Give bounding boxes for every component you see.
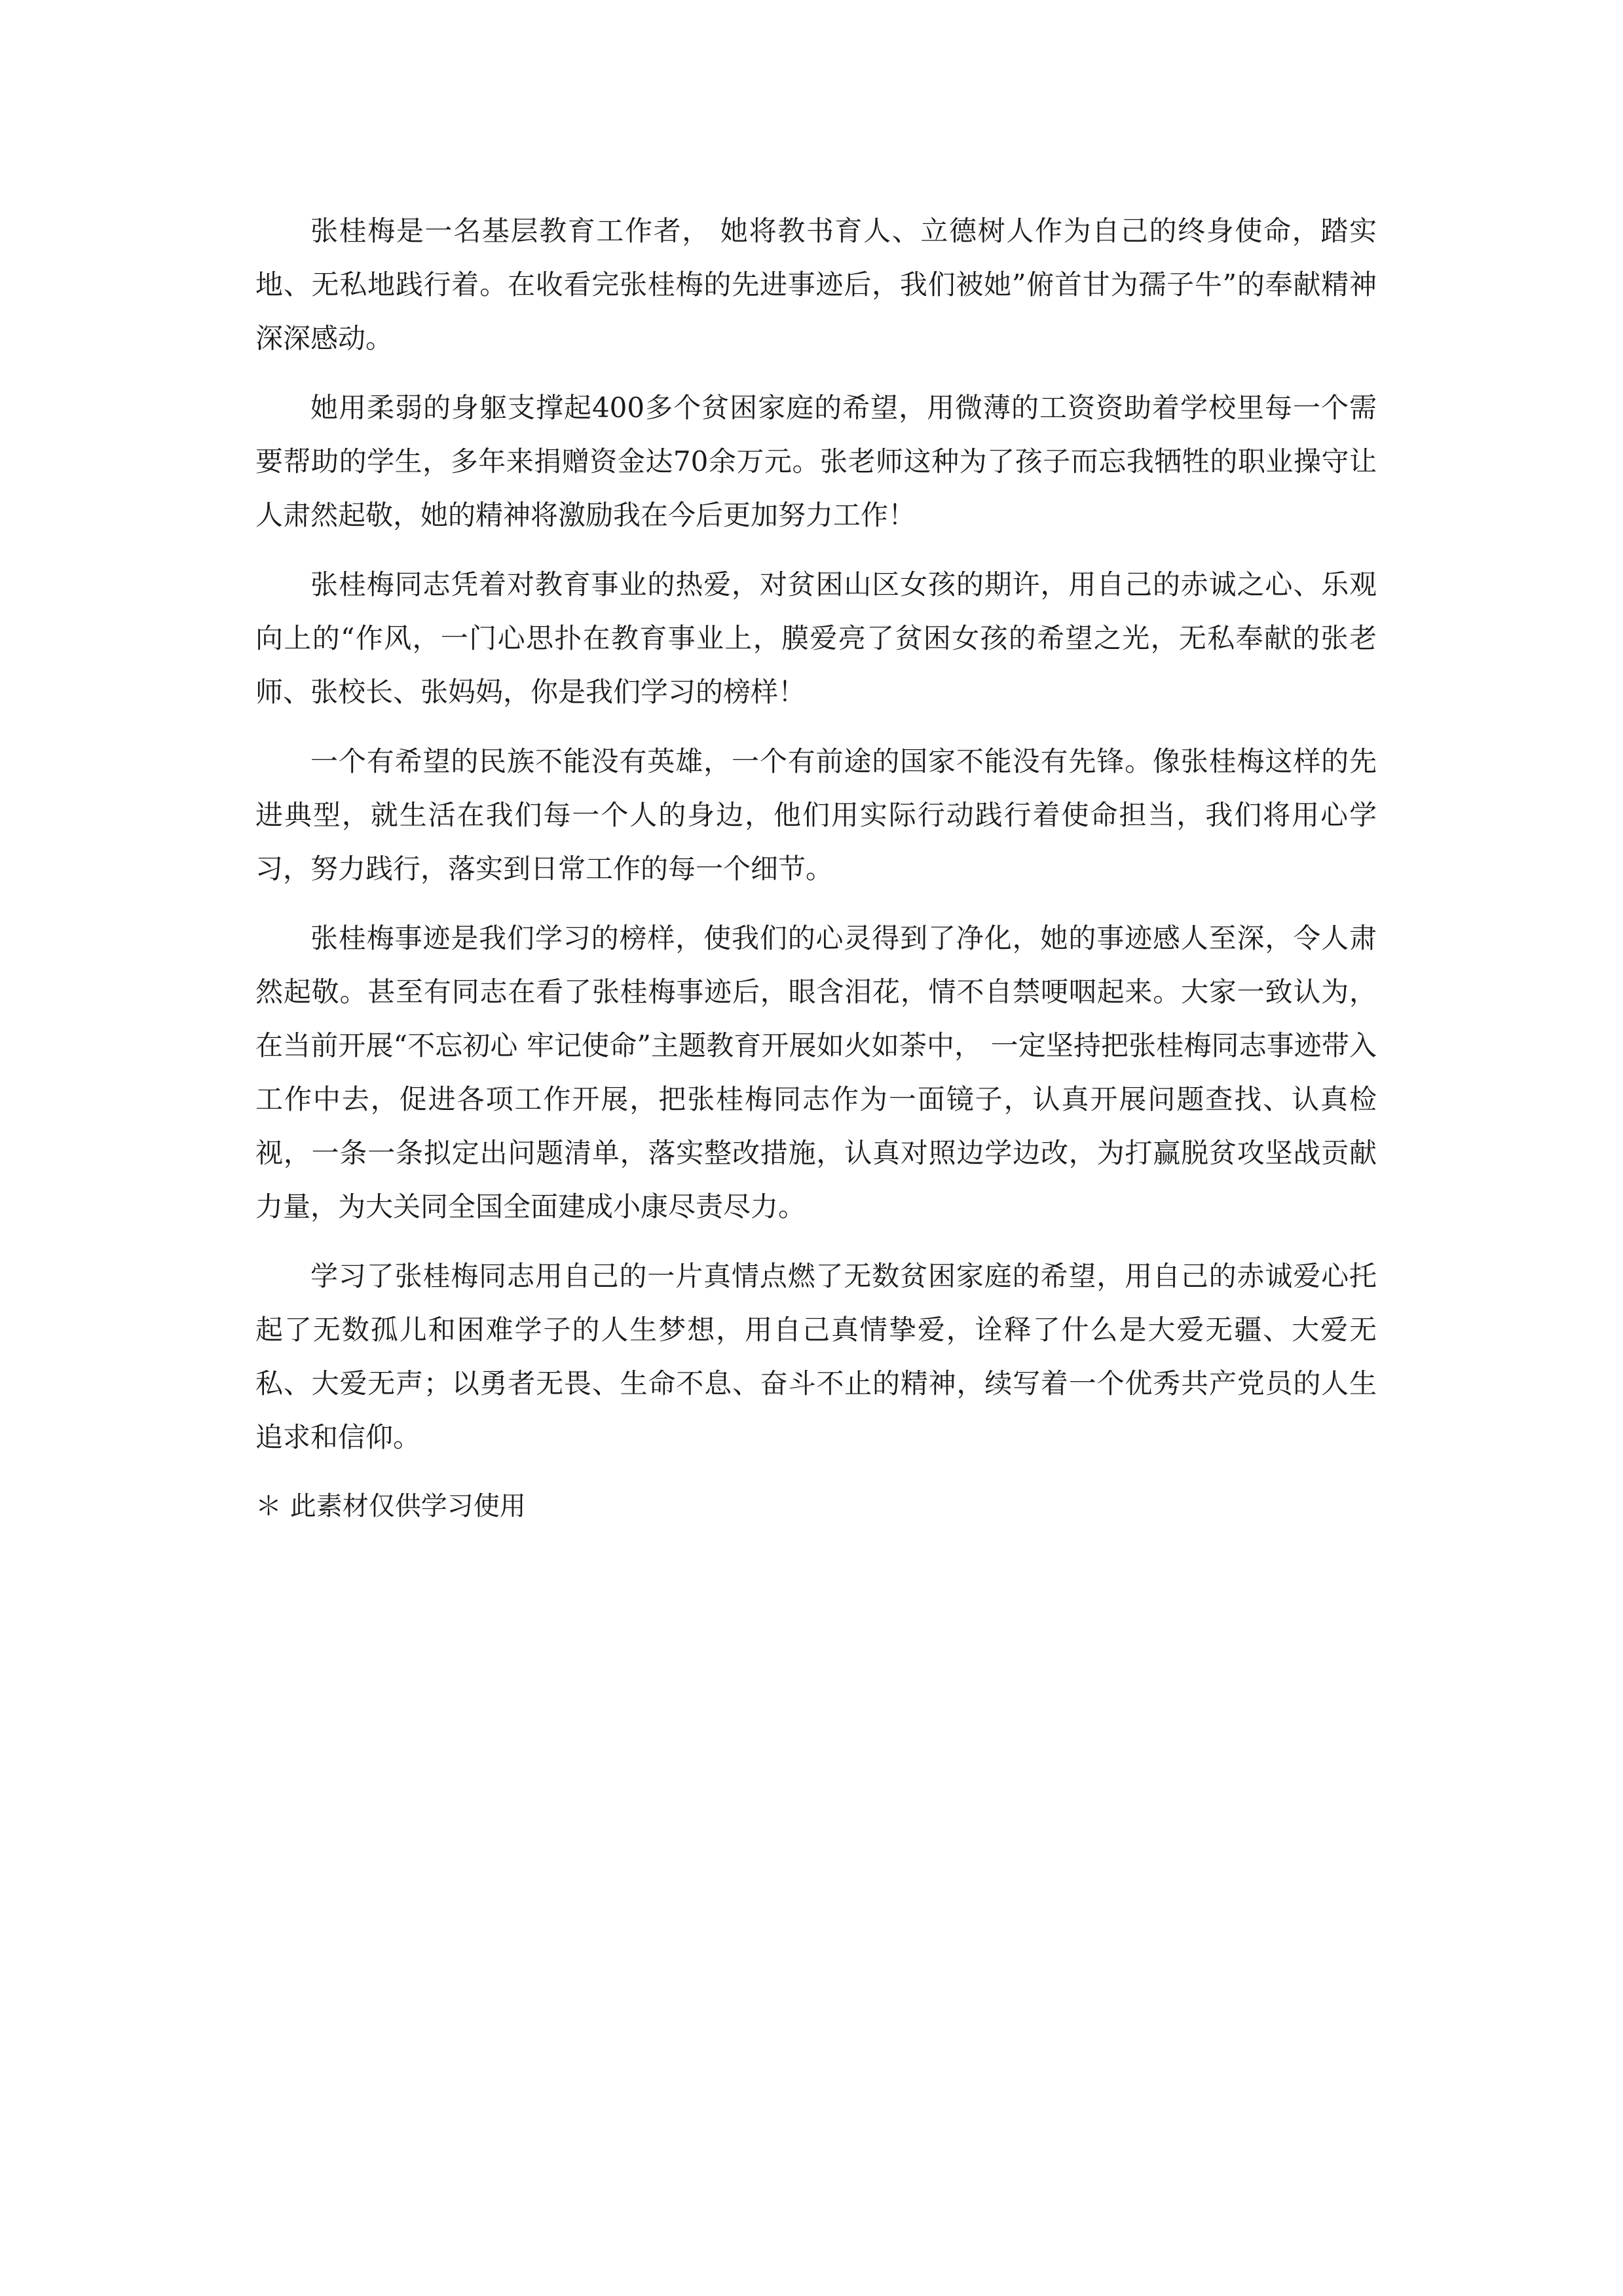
footnote: ＊ 此素材仅供学习使用 xyxy=(255,1491,526,1521)
paragraph-1: 张桂梅是一名基层教育工作者， 她将教书育人、立德树人作为自己的终身使命，踏实地、无私地践行着。在收看完张桂梅的先进事迹后，我们被她”俯首甘为孺子牛”的奉献精神深深感动。 xyxy=(255,215,1377,354)
document-body xyxy=(255,204,1377,1532)
paragraph-6: 学习了张桂梅同志用自己的一片真情点燃了无数贫困家庭的希望，用自己的赤诚爱心托起了无数孤儿和困难学子的人生梦想，用自己真情挚爱，诠释了什么是大爱无疆、大爱无私、大爱无声；以勇者无畏、生命不息、奋斗不止的精神，续写着一个优秀共产党员的人生追求和信仰。 xyxy=(255,1260,1377,1453)
paragraph-4: 一个有希望的民族不能没有英雄，一个有前途的国家不能没有先锋。像张桂梅这样的先进典型，就生活在我们每一个人的身边，他们用实际行动践行着使命担当，我们将用心学习，努力践行，落实到日常工作的每一个细节。 xyxy=(255,745,1377,885)
paragraph-5: 张桂梅事迹是我们学习的榜样，使我们的心灵得到了净化，她的事迹感人至深，令人肃然起敬。甚至有同志在看了张桂梅事迹后，眼含泪花，情不自禁哽咽起来。大家一致认为，在当前开展“不忘初心 牢记使命”主题教育开展如火如荼中， 一定坚持把张桂梅同志事迹带入工作中去，促进各项工作开展，把张桂梅同志作为一面镜子，认真开展问题查找、认真检视，一条一条拟定出问题清单，落实整改措施，认真对照边学边改，为打赢脱贫攻坚战贡献力量，为大关同全国全面建成小康尽责尽力。 xyxy=(255,922,1377,1223)
paragraph-2: 她用柔弱的身躯支撑起400多个贫困家庭的希望，用微薄的工资资助着学校里每一个需 要帮助的学生，多年来捐赠资金达70余万元。张老师这种为了孩子而忘我牺牲的职业操守让人肃然起敬，她的精神将激励我在今后更加努力工作！ xyxy=(255,392,1377,531)
paragraph-3: 张桂梅同志凭着对教育事业的热爱，对贫困山区女孩的期许，用自己的赤诚之心、乐观向上的“作风，一门心思扑在教育事业上，膜爱亮了贫困女孩的希望之光，无私奉献的张老师、张校长、张妈妈，你是我们学习的榜样！ xyxy=(255,568,1377,708)
